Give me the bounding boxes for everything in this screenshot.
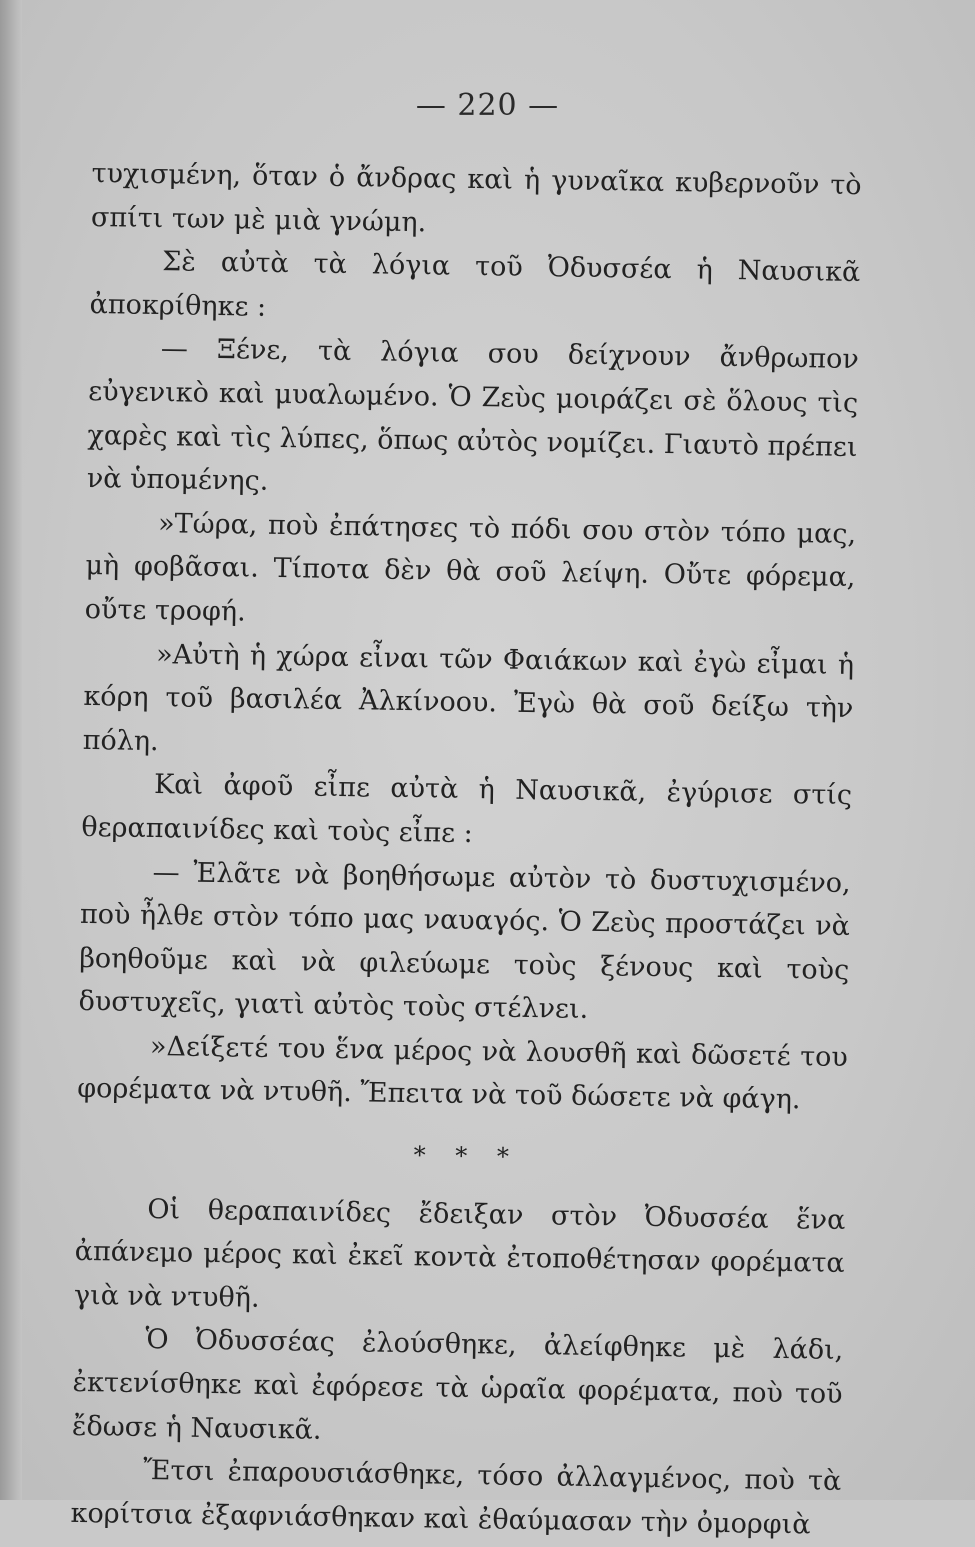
paragraph-dialogue: — Ἐλᾶτε νὰ βοηθήσωμε αὐτὸν τὸ δυστυχισμένο, ποὺ ἦλθε στὸν τόπο μας ναυαγός. Ὁ Ζεὺς προστάζει νὰ βοηθοῦμε καὶ νὰ φιλεύωμε τοὺς ξένους καὶ τοὺς δυστυχεῖς, γιατὶ αὐτὸς τοὺς στέλνει.: [78, 856, 851, 1026]
paragraph-dialogue: »Αὐτὴ ἡ χώρα εἶναι τῶν Φαιάκων καὶ ἐγὼ εἶμαι ἡ κόρη τοῦ βασιλέα Ἀλκίνοου. Ἐγὼ θὰ σοῦ δείξω τὴν πόλη.: [82, 638, 855, 757]
section-break: * * *: [413, 1141, 510, 1171]
page-number: — 220 —: [415, 88, 560, 123]
paragraph: Ὁ Ὀδυσσέας ἐλούσθηκε, ἀλείφθηκε μὲ λάδι, ἐκτενίσθηκε καὶ ἐφόρεσε τὰ ὡραῖα φορέματα, ποὺ τοῦ ἔδωσε ἡ Ναυσικᾶ.: [71, 1324, 844, 1446]
paragraph-dialogue: — Ξένε, τὰ λόγια σου δείχνουν ἄνθρωπον εὐγενικὸ καὶ μυαλωμένο. Ὁ Ζεὺς μοιράζει σὲ ὅλους τὶς χαρὲς καὶ τὶς λύπες, ὅπως αὐτὸς νομίζει. Γιαυτὸ πρέπει νὰ ὑπομένης.: [86, 333, 860, 497]
paragraph-continuation: τυχισμένη, ὅταν ὁ ἄνδρας καὶ ἡ γυναῖκα κυβερνοῦν τὸ σπίτι των μὲ μιὰ γνώμη.: [90, 157, 862, 238]
page-gutter-shadow: [0, 0, 22, 1500]
paragraph-dialogue: »Τώρα, ποὺ ἐπάτησες τὸ πόδι σου στὸν τόπο μας, μὴ φοβᾶσαι. Τίποτα δὲν θὰ σοῦ λείψη. Οὔτε φόρεμα, οὔτε τροφή.: [84, 507, 857, 628]
paragraph-dialogue: »Δείξετέ του ἕνα μέρος νὰ λουσθῆ καὶ δῶσετέ του φορέματα νὰ ντυθῆ. Ἔπειτα νὰ τοῦ δώσετε νὰ φάγη.: [77, 1030, 849, 1116]
paragraph: Ἔτσι ἐπαρουσιάσθηκε, τόσο ἀλλαγμένος, ποὺ τὰ κορίτσια ἐξαφνιάσθηκαν καὶ ἐθαύμασαν τὴν ὀμορφιὰ: [70, 1455, 842, 1541]
paragraph: Σὲ αὐτὰ τὰ λόγια τοῦ Ὀδυσσέα ἡ Ναυσικᾶ ἀποκρίθηκε :: [89, 246, 861, 323]
paragraph: Καὶ ἀφοῦ εἶπε αὐτὰ ἡ Ναυσικᾶ, ἐγύρισε στίς θεραπαινίδες καὶ τοὺς εἶπε :: [81, 769, 853, 849]
body-text: [70, 152, 862, 1547]
paragraph: Οἱ θεραπαινίδες ἔδειξαν στὸν Ὀδυσσέα ἕνα ἀπάνεμο μέρος καὶ ἐκεῖ κοντὰ ἐτοποθέτησαν φορέματα γιὰ νὰ ντυθῆ.: [73, 1193, 846, 1314]
